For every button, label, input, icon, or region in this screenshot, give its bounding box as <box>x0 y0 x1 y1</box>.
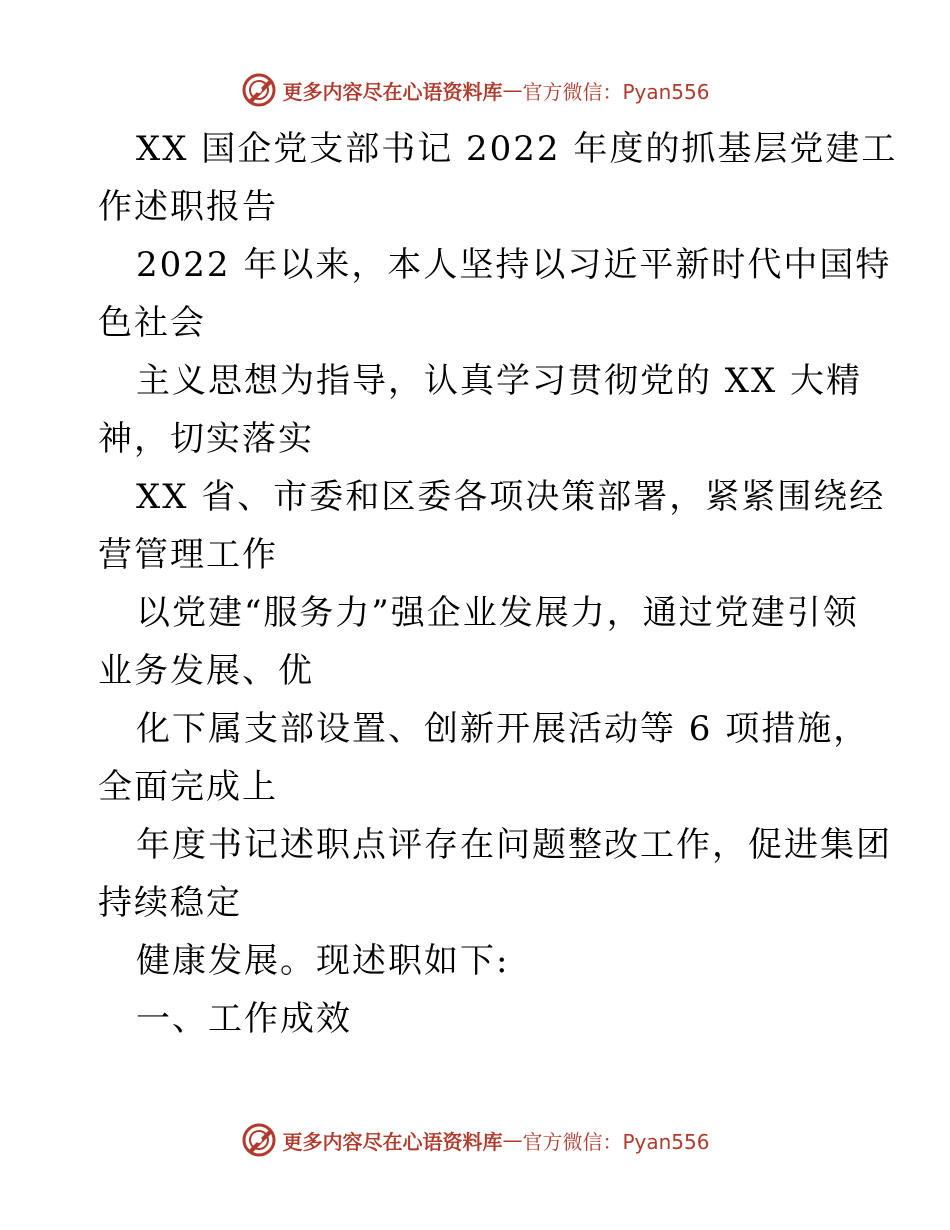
document-line: 业务发展、优 <box>98 651 314 691</box>
document-line: 以党建“服务力”强企业发展力，通过党建引领 <box>136 593 859 633</box>
document-line: 色社会 <box>98 303 206 343</box>
banner-title: 更多内容尽在心语资料库 <box>282 1129 503 1154</box>
document-line: XX 国企党支部书记 2022 年度的抓基层党建工 <box>136 129 898 169</box>
document-line: 神，切实落实 <box>98 419 314 459</box>
banner-separator: — <box>502 1128 523 1152</box>
document-line: XX 省、市委和区委各项决策部署，紧紧围绕经 <box>136 477 886 517</box>
banner-wechat: 官方微信：Pyan556 <box>522 1129 710 1154</box>
document-line: 年度书记述职点评存在问题整改工作，促进集团 <box>136 825 892 865</box>
quill-seal-icon <box>240 71 278 109</box>
banner-wechat: 官方微信：Pyan556 <box>522 79 710 104</box>
header-banner <box>0 68 950 112</box>
banner-separator: — <box>502 78 523 102</box>
document-line: 健康发展。现述职如下: <box>136 941 510 981</box>
document-line: 持续稳定 <box>98 883 242 923</box>
document-body <box>98 120 898 1048</box>
document-line: 营管理工作 <box>98 535 278 575</box>
quill-seal-icon <box>240 1121 278 1159</box>
document-line: 全面完成上 <box>98 767 278 807</box>
document-line: 作述职报告 <box>98 187 278 227</box>
footer-banner <box>0 1118 950 1162</box>
document-line: 化下属支部设置、创新开展活动等 6 项措施， <box>136 709 870 749</box>
document-line: 2022 年以来，本人坚持以习近平新时代中国特 <box>136 245 892 285</box>
banner-title: 更多内容尽在心语资料库 <box>282 79 503 104</box>
document-line: 主义思想为指导，认真学习贯彻党的 XX 大精 <box>136 361 863 401</box>
document-line: 一、工作成效 <box>136 999 352 1039</box>
